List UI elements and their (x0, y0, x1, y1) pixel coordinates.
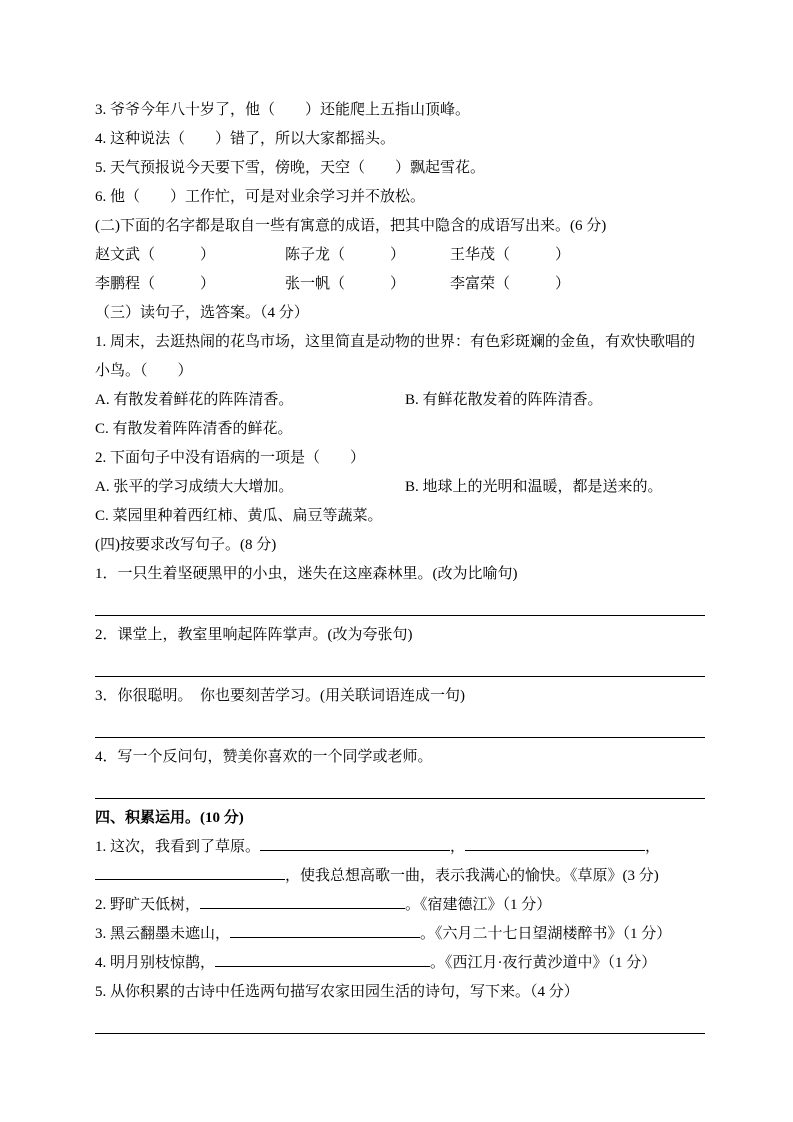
choice-option: A. 张平的学习成绩大大增加。 (95, 479, 294, 495)
text-segment: ， (450, 839, 466, 855)
question-line: (四)按要求改写句子。(8 分) (95, 537, 277, 553)
question-line: 2. 下面句子中没有语病的一项是（ ） (95, 450, 366, 466)
text-segment: 。《宿建德江》（1 分） (405, 897, 552, 913)
fill-in-line (95, 862, 705, 891)
question-line: 1. 周末，去逛热闹的花鸟市场，这里简直是动物的世界：有色彩斑斓的金鱼，有欢快歌唱的小鸟。（ ） (95, 334, 696, 379)
choice-options-row (95, 473, 705, 502)
fill-in-line (95, 920, 705, 949)
text-segment: 1. 这次，我看到了草原。 (95, 839, 261, 855)
question-line: 6. 他（ ）工作忙，可是对业余学习并不放松。 (95, 189, 426, 205)
answer-blank (260, 837, 450, 851)
question-line: 3. 爷爷今年八十岁了，他（ ）还能爬上五指山顶峰。 (95, 102, 471, 118)
name-idiom-cell: 张一帆（ ） (285, 276, 406, 292)
choice-option: B. 地球上的光明和温暖，都是送来的。 (405, 479, 663, 495)
answer-writing-line (95, 798, 705, 799)
answer-blank (230, 924, 420, 938)
text-segment: 。《西江月·夜行黄沙道中》（1 分） (430, 955, 657, 971)
fill-in-line (95, 949, 705, 978)
text-segment: 。《六月二十七日望湖楼醉书》（1 分） (420, 926, 672, 942)
question-line: C. 菜园里种着西红柿、黄瓜、扁豆等蔬菜。 (95, 508, 383, 524)
question-line: 4. 这种说法（ ）错了，所以大家都摇头。 (95, 131, 396, 147)
answer-blank (200, 895, 405, 909)
name-idiom-cell: 李鹏程（ ） (95, 276, 216, 292)
question-line: (二)下面的名字都是取自一些有寓意的成语，把其中隐含的成语写出来。(6 分) (95, 218, 607, 234)
answer-writing-line (95, 737, 705, 738)
question-line: 4．写一个反问句，赞美你喜欢的一个同学或老师。 (95, 749, 433, 765)
name-idiom-cell: 赵文武（ ） (95, 247, 216, 263)
question-line: （三）读句子，选答案。（4 分） (95, 305, 309, 321)
text-segment: ， (645, 839, 661, 855)
name-idiom-cell: 王华茂（ ） (450, 247, 571, 263)
question-line: 5. 天气预报说今天要下雪，傍晚，天空（ ）飘起雪花。 (95, 160, 486, 176)
answer-writing-line (95, 1033, 705, 1034)
choice-options-row (95, 386, 705, 415)
question-line: 2．课堂上，教室里响起阵阵掌声。(改为夸张句) (95, 627, 413, 643)
text-segment: 4. 明月别枝惊鹊， (95, 955, 216, 971)
name-idiom-cell: 陈子龙（ ） (285, 247, 406, 263)
choice-option: B. 有鲜花散发着的阵阵清香。 (405, 392, 603, 408)
text-segment: 3. 黑云翻墨未遮山， (95, 926, 231, 942)
section-heading: 四、积累运用。(10 分) (95, 810, 244, 826)
answer-writing-line (95, 676, 705, 677)
question-line: 3．你很聪明。 你也要刻苦学习。(用关联词语连成一句) (95, 688, 465, 704)
name-idiom-row (95, 241, 705, 270)
text-segment: ，使我总想高歌一曲，表示我满心的愉快。《草原》(3 分) (285, 868, 659, 884)
question-line: 5. 从你积累的古诗中任选两句描写农家田园生活的诗句，写下来。（4 分） (95, 984, 579, 1000)
answer-writing-line (95, 615, 705, 616)
question-line: C. 有散发着阵阵清香的鲜花。 (95, 421, 293, 437)
fill-in-line (95, 891, 705, 920)
question-line: 1．一只生着坚硬黑甲的小虫，迷失在这座森林里。(改为比喻句) (95, 566, 518, 582)
answer-blank (95, 866, 285, 880)
answer-blank (215, 953, 430, 967)
document-body (95, 96, 705, 1039)
text-segment: 2. 野旷天低树， (95, 897, 201, 913)
name-idiom-row (95, 270, 705, 299)
fill-in-line (95, 833, 705, 862)
choice-option: A. 有散发着鲜花的阵阵清香。 (95, 392, 294, 408)
answer-blank (465, 837, 645, 851)
name-idiom-cell: 李富荣（ ） (450, 276, 571, 292)
